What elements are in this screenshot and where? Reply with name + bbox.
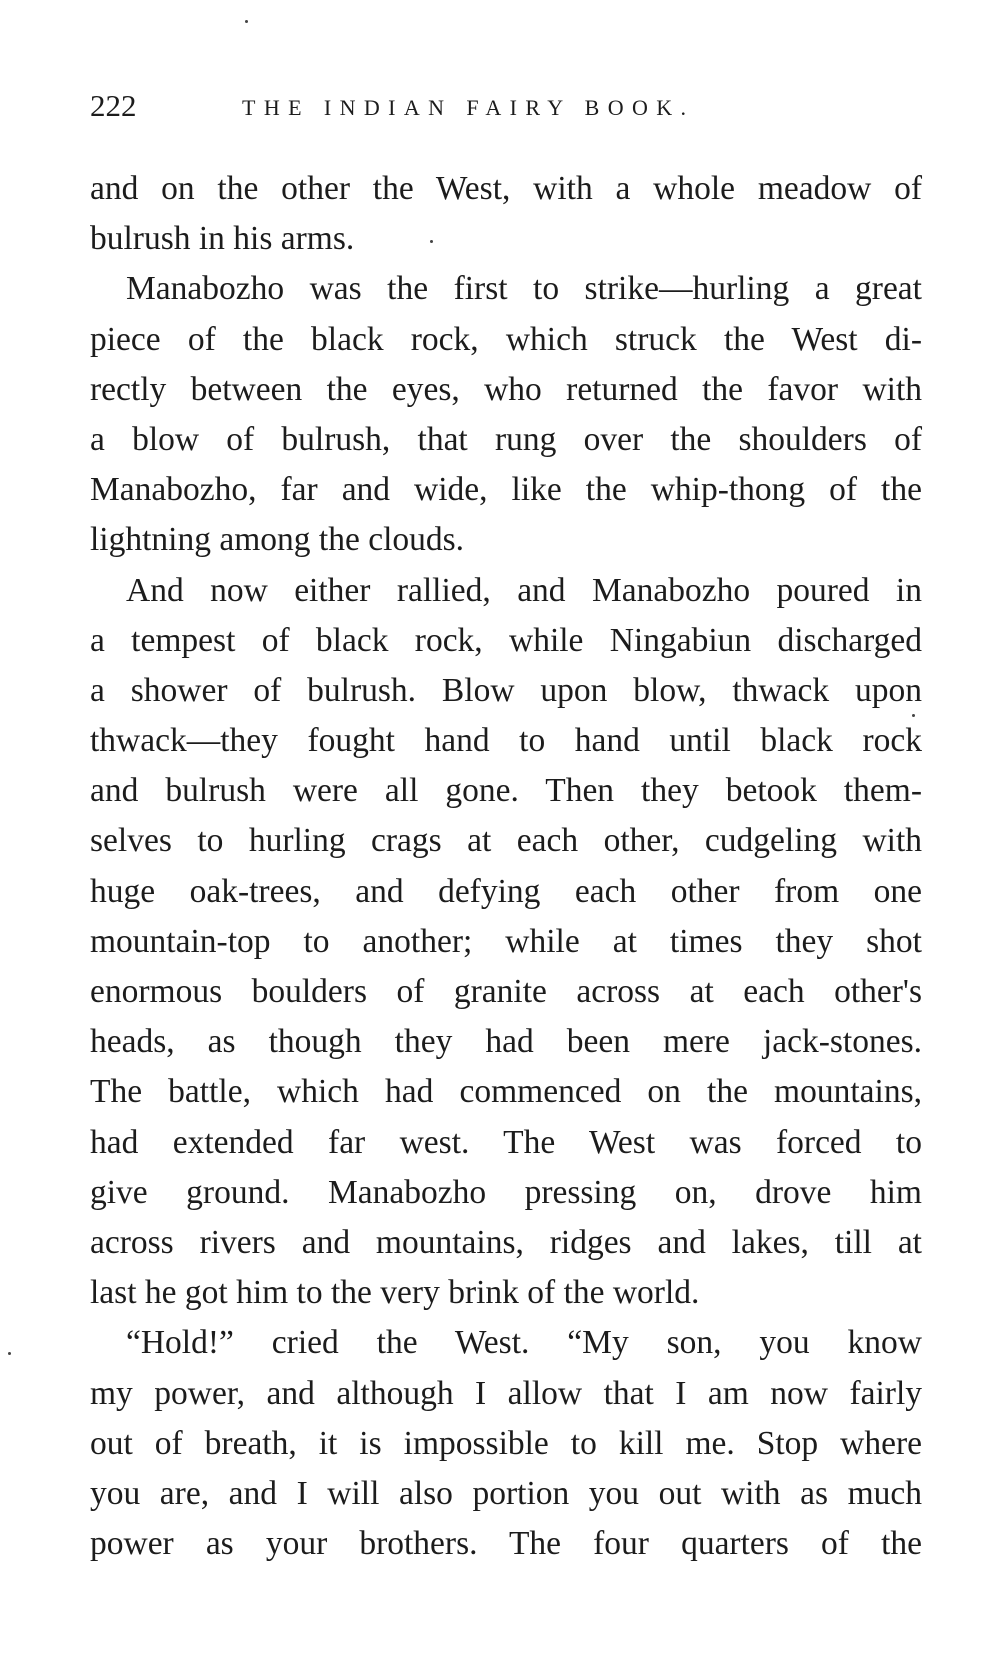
text-line: had extended far west. The West was forced to xyxy=(90,1123,922,1161)
running-head xyxy=(90,86,930,126)
text-line: heads, as though they had been mere jack-stones. xyxy=(90,1023,922,1061)
text-line: mountain-top to another; while at times they shot xyxy=(90,922,922,960)
text-line: last he got him to the very brink of the world. xyxy=(90,1274,700,1312)
text-line: selves to hurling crags at each other, cudgeling with xyxy=(90,822,922,860)
text-line: across rivers and mountains, ridges and lakes, till at xyxy=(90,1223,922,1261)
text-line: and on the other the West, with a whole meadow of xyxy=(90,170,922,207)
body-text xyxy=(90,164,922,1569)
text-line: power as your brothers. The four quarters of the xyxy=(90,1525,922,1563)
text-line: you are, and I will also portion you out with as much xyxy=(90,1474,922,1512)
text-line: out of breath, it is impossible to kill me. Stop where xyxy=(90,1424,922,1462)
print-speck xyxy=(8,1352,11,1355)
paragraph-first-line: Manabozho was the first to strike—hurling a great xyxy=(126,270,922,308)
print-speck xyxy=(430,240,433,243)
text-line: thwack—they fought hand to hand until black rock xyxy=(90,722,922,760)
text-line: a shower of bulrush. Blow upon blow, thwack upon xyxy=(90,671,922,709)
text-line: piece of the black rock, which struck the West di- xyxy=(90,320,922,358)
text-line: Manabozho, far and wide, like the whip-thong of the xyxy=(90,471,922,509)
running-title: THE INDIAN FAIRY BOOK. xyxy=(242,95,695,120)
text-line: a blow of bulrush, that rung over the shoulders of xyxy=(90,420,922,458)
page-number: 222 xyxy=(90,88,137,123)
paragraph-first-line: “Hold!” cried the West. “My son, you know xyxy=(126,1324,922,1362)
text-line: enormous boulders of granite across at each other's xyxy=(90,973,922,1010)
text-line: a tempest of black rock, while Ningabiun discharged xyxy=(90,621,922,659)
text-line: give ground. Manabozho pressing on, drove him xyxy=(90,1173,922,1211)
text-line: huge oak-trees, and defying each other from one xyxy=(90,872,922,910)
print-speck xyxy=(245,20,248,23)
text-line: rectly between the eyes, who returned the favor with xyxy=(90,370,922,408)
print-speck xyxy=(912,714,915,717)
text-line: and bulrush were all gone. Then they betook them- xyxy=(90,772,922,810)
text-line: bulrush in his arms. xyxy=(90,220,355,258)
text-line: The battle, which had commenced on the mountains, xyxy=(90,1073,922,1111)
paragraph-first-line: And now either rallied, and Manabozho poured in xyxy=(126,571,922,609)
text-line: my power, and although I allow that I am now fairly xyxy=(90,1374,922,1412)
text-line: lightning among the clouds. xyxy=(90,521,465,559)
